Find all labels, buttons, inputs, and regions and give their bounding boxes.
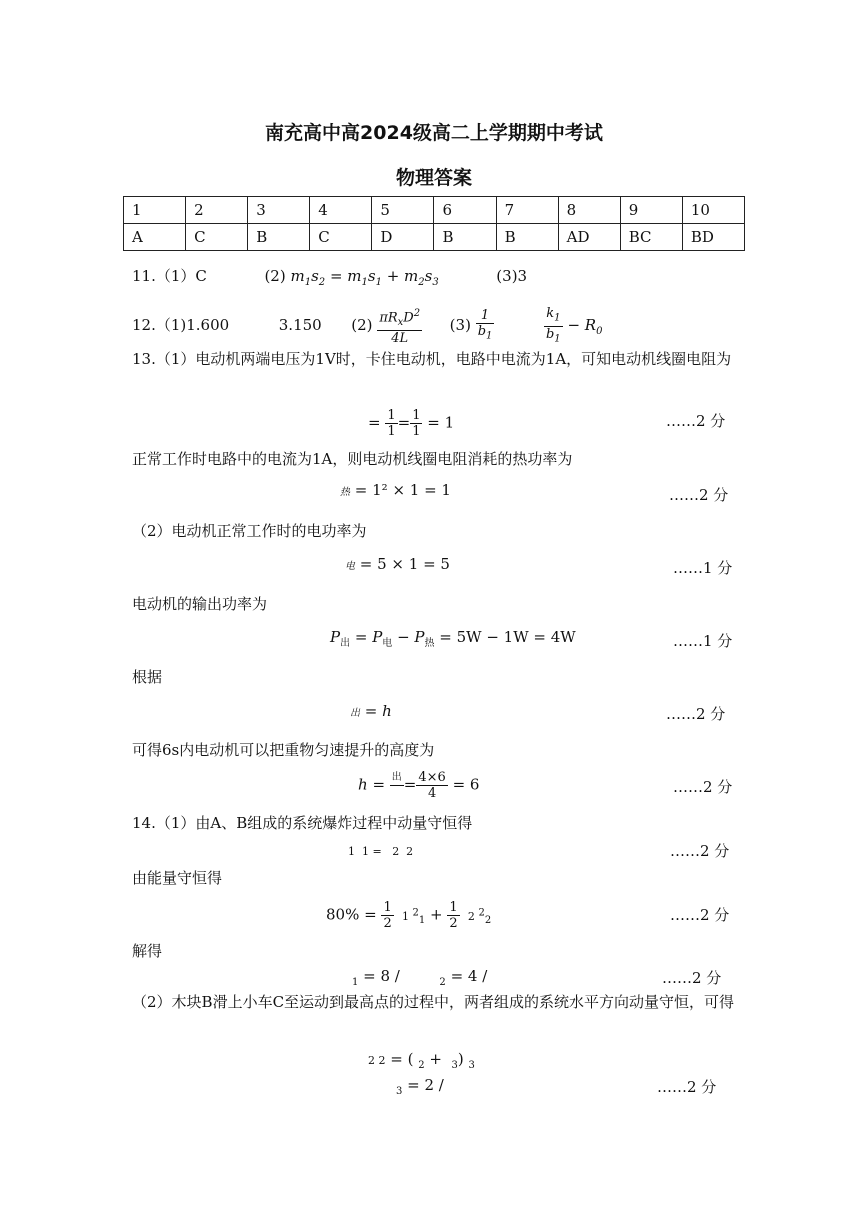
page-title: 南充高中高2024级高二上学期期中考试 bbox=[265, 122, 603, 144]
table-cell: B bbox=[434, 224, 496, 251]
q13-text3: （2）电动机正常工作时的电功率为 bbox=[132, 522, 367, 540]
table-cell: B bbox=[496, 224, 558, 251]
fraction: $\frac{1}{1}$ bbox=[387, 408, 396, 439]
table-cell: 7 bbox=[496, 197, 558, 224]
q13-text2: 正常工作时电路中的电流为1A，则电动机线圈电阻消耗的热功率为 bbox=[132, 450, 573, 468]
q13-eq3: 电 = 5 × 1 = 5 bbox=[345, 555, 450, 573]
q13-eq5: 出 = h bbox=[350, 702, 392, 720]
q12-value2: 3.150 bbox=[278, 316, 322, 335]
q14-eq5: $_3$ = 2 / bbox=[396, 1076, 444, 1097]
q12-part2-label: (2) bbox=[351, 316, 373, 335]
table-cell: BD bbox=[682, 224, 744, 251]
answer-table-number-row bbox=[124, 197, 745, 224]
q13-eq6: h = 出 = $\frac{4\times 6}{4}$ = 6 bbox=[358, 770, 480, 801]
table-cell: 5 bbox=[372, 197, 434, 224]
q14-score3: ……2 分 bbox=[662, 969, 722, 987]
table-cell: 1 bbox=[124, 197, 186, 224]
q13-text6: 可得6s内电动机可以把重物匀速提升的高度为 bbox=[132, 741, 435, 759]
q14-score1: ……2 分 bbox=[670, 842, 730, 860]
q14-score2: ……2 分 bbox=[670, 906, 730, 924]
q11-part1: 11.（1）C bbox=[132, 267, 207, 285]
q12-formula-ratio: $\frac{k_1}{b_1}$ bbox=[545, 306, 561, 345]
fraction: 出 bbox=[390, 770, 404, 801]
q13-score6: ……2 分 bbox=[673, 778, 733, 796]
q13-eq1-value: = 1 bbox=[427, 413, 455, 432]
answer-table bbox=[123, 196, 745, 251]
q13-eq4-value: = 5W − 1W = 4W bbox=[439, 628, 576, 646]
q14-intro: 14.（1）由A、B组成的系统爆炸过程中动量守恒得 bbox=[132, 814, 473, 832]
fraction: $\frac{1}{2}$ bbox=[383, 900, 392, 931]
q12-line bbox=[132, 306, 602, 346]
q13-score4: ……1 分 bbox=[673, 632, 733, 650]
table-cell: 10 bbox=[682, 197, 744, 224]
q13-eq3-value: = 5 × 1 = 5 bbox=[359, 555, 450, 573]
fraction: $\frac{4\times 6}{4}$ bbox=[418, 770, 446, 801]
q13-eq2-value: = 1² × 1 = 1 bbox=[354, 481, 451, 499]
q13-score5: ……2 分 bbox=[666, 705, 726, 723]
q14-eq2-prefix: 80% bbox=[326, 905, 360, 924]
q13-eq6-value: = 6 bbox=[452, 775, 480, 794]
q13-eq4: $P_出 = P_电 - P_热 = 5W - 1W = 4W$ bbox=[330, 628, 576, 649]
table-cell: 6 bbox=[434, 197, 496, 224]
q13-eq2: 热 = 1² × 1 = 1 bbox=[340, 481, 451, 499]
table-cell: A bbox=[124, 224, 186, 251]
q13-score2: ……2 分 bbox=[669, 486, 729, 504]
fraction: $\frac{1}{2}$ bbox=[449, 900, 458, 931]
table-cell: 4 bbox=[310, 197, 372, 224]
q11-formula: $m_1s_2 = m_1s_1 + m_2s_3$ bbox=[290, 267, 439, 288]
q11-part3: (3)3 bbox=[496, 267, 528, 285]
table-cell: AD bbox=[558, 224, 620, 251]
q12-part3-label: (3) bbox=[449, 316, 471, 335]
page-subtitle: 物理答案 bbox=[395, 167, 472, 189]
q14-eq3a-value: = 8 / bbox=[363, 967, 400, 985]
q13-intro: 13.（1）电动机两端电压为1V时，卡住电动机，电路中电流为1A，可知电动机线圈电阻为 bbox=[132, 350, 732, 368]
table-cell: 9 bbox=[620, 197, 682, 224]
q14-eq3b-value: = 4 / bbox=[450, 967, 488, 985]
table-cell: C bbox=[186, 224, 248, 251]
q14-eq4: 2 2 = ( $_2$ + $_3$) $_3$ bbox=[368, 1050, 475, 1071]
q14-text3: 解得 bbox=[132, 942, 163, 960]
q14-eq2: 80% = $\frac{1}{2}$ 1 $^2_1$ + $\frac{1}{2}$ 2 $^2_2$ bbox=[326, 900, 492, 931]
table-cell: 3 bbox=[248, 197, 310, 224]
q14-score5: ……2 分 bbox=[657, 1078, 717, 1096]
answer-table-answer-row bbox=[124, 224, 745, 251]
q14-eq5-value: = 2 / bbox=[407, 1076, 444, 1094]
q13-score1: ……2 分 bbox=[666, 412, 726, 430]
q14-text2: 由能量守恒得 bbox=[132, 869, 223, 887]
table-cell: BC bbox=[620, 224, 682, 251]
table-cell: 8 bbox=[558, 197, 620, 224]
q12-formula-r0: − $R_0$ bbox=[567, 316, 603, 338]
table-cell: D bbox=[372, 224, 434, 251]
q12-part1: 12.（1)1.600 bbox=[132, 316, 230, 335]
fraction: $\frac{1}{1}$ bbox=[412, 408, 421, 439]
q11-line bbox=[132, 265, 527, 288]
q13-text4: 电动机的输出功率为 bbox=[132, 595, 268, 613]
q13-text5: 根据 bbox=[132, 668, 163, 686]
table-cell: C bbox=[310, 224, 372, 251]
q14-eq1: 1 1 = 2 2 bbox=[348, 845, 414, 858]
q14-text4: （2）木块B滑上小车C至运动到最高点的过程中，两者组成的系统水平方向动量守恒，可得 bbox=[132, 993, 735, 1011]
q14-eq3: $_1$ = 8 / $_2$ = 4 / bbox=[352, 967, 488, 988]
q13-eq1: = $\frac{1}{1}$ = $\frac{1}{1}$ = 1 bbox=[368, 408, 455, 439]
q11-part2-label: (2) bbox=[264, 267, 286, 285]
table-cell: B bbox=[248, 224, 310, 251]
q12-formula-reciprocal: $\frac{1}{b_1}$ bbox=[477, 308, 493, 342]
table-cell: 2 bbox=[186, 197, 248, 224]
q12-formula-resistivity: $\frac{\pi R_xD^2}{4L}$ bbox=[379, 308, 421, 347]
q13-score3: ……1 分 bbox=[673, 559, 733, 577]
